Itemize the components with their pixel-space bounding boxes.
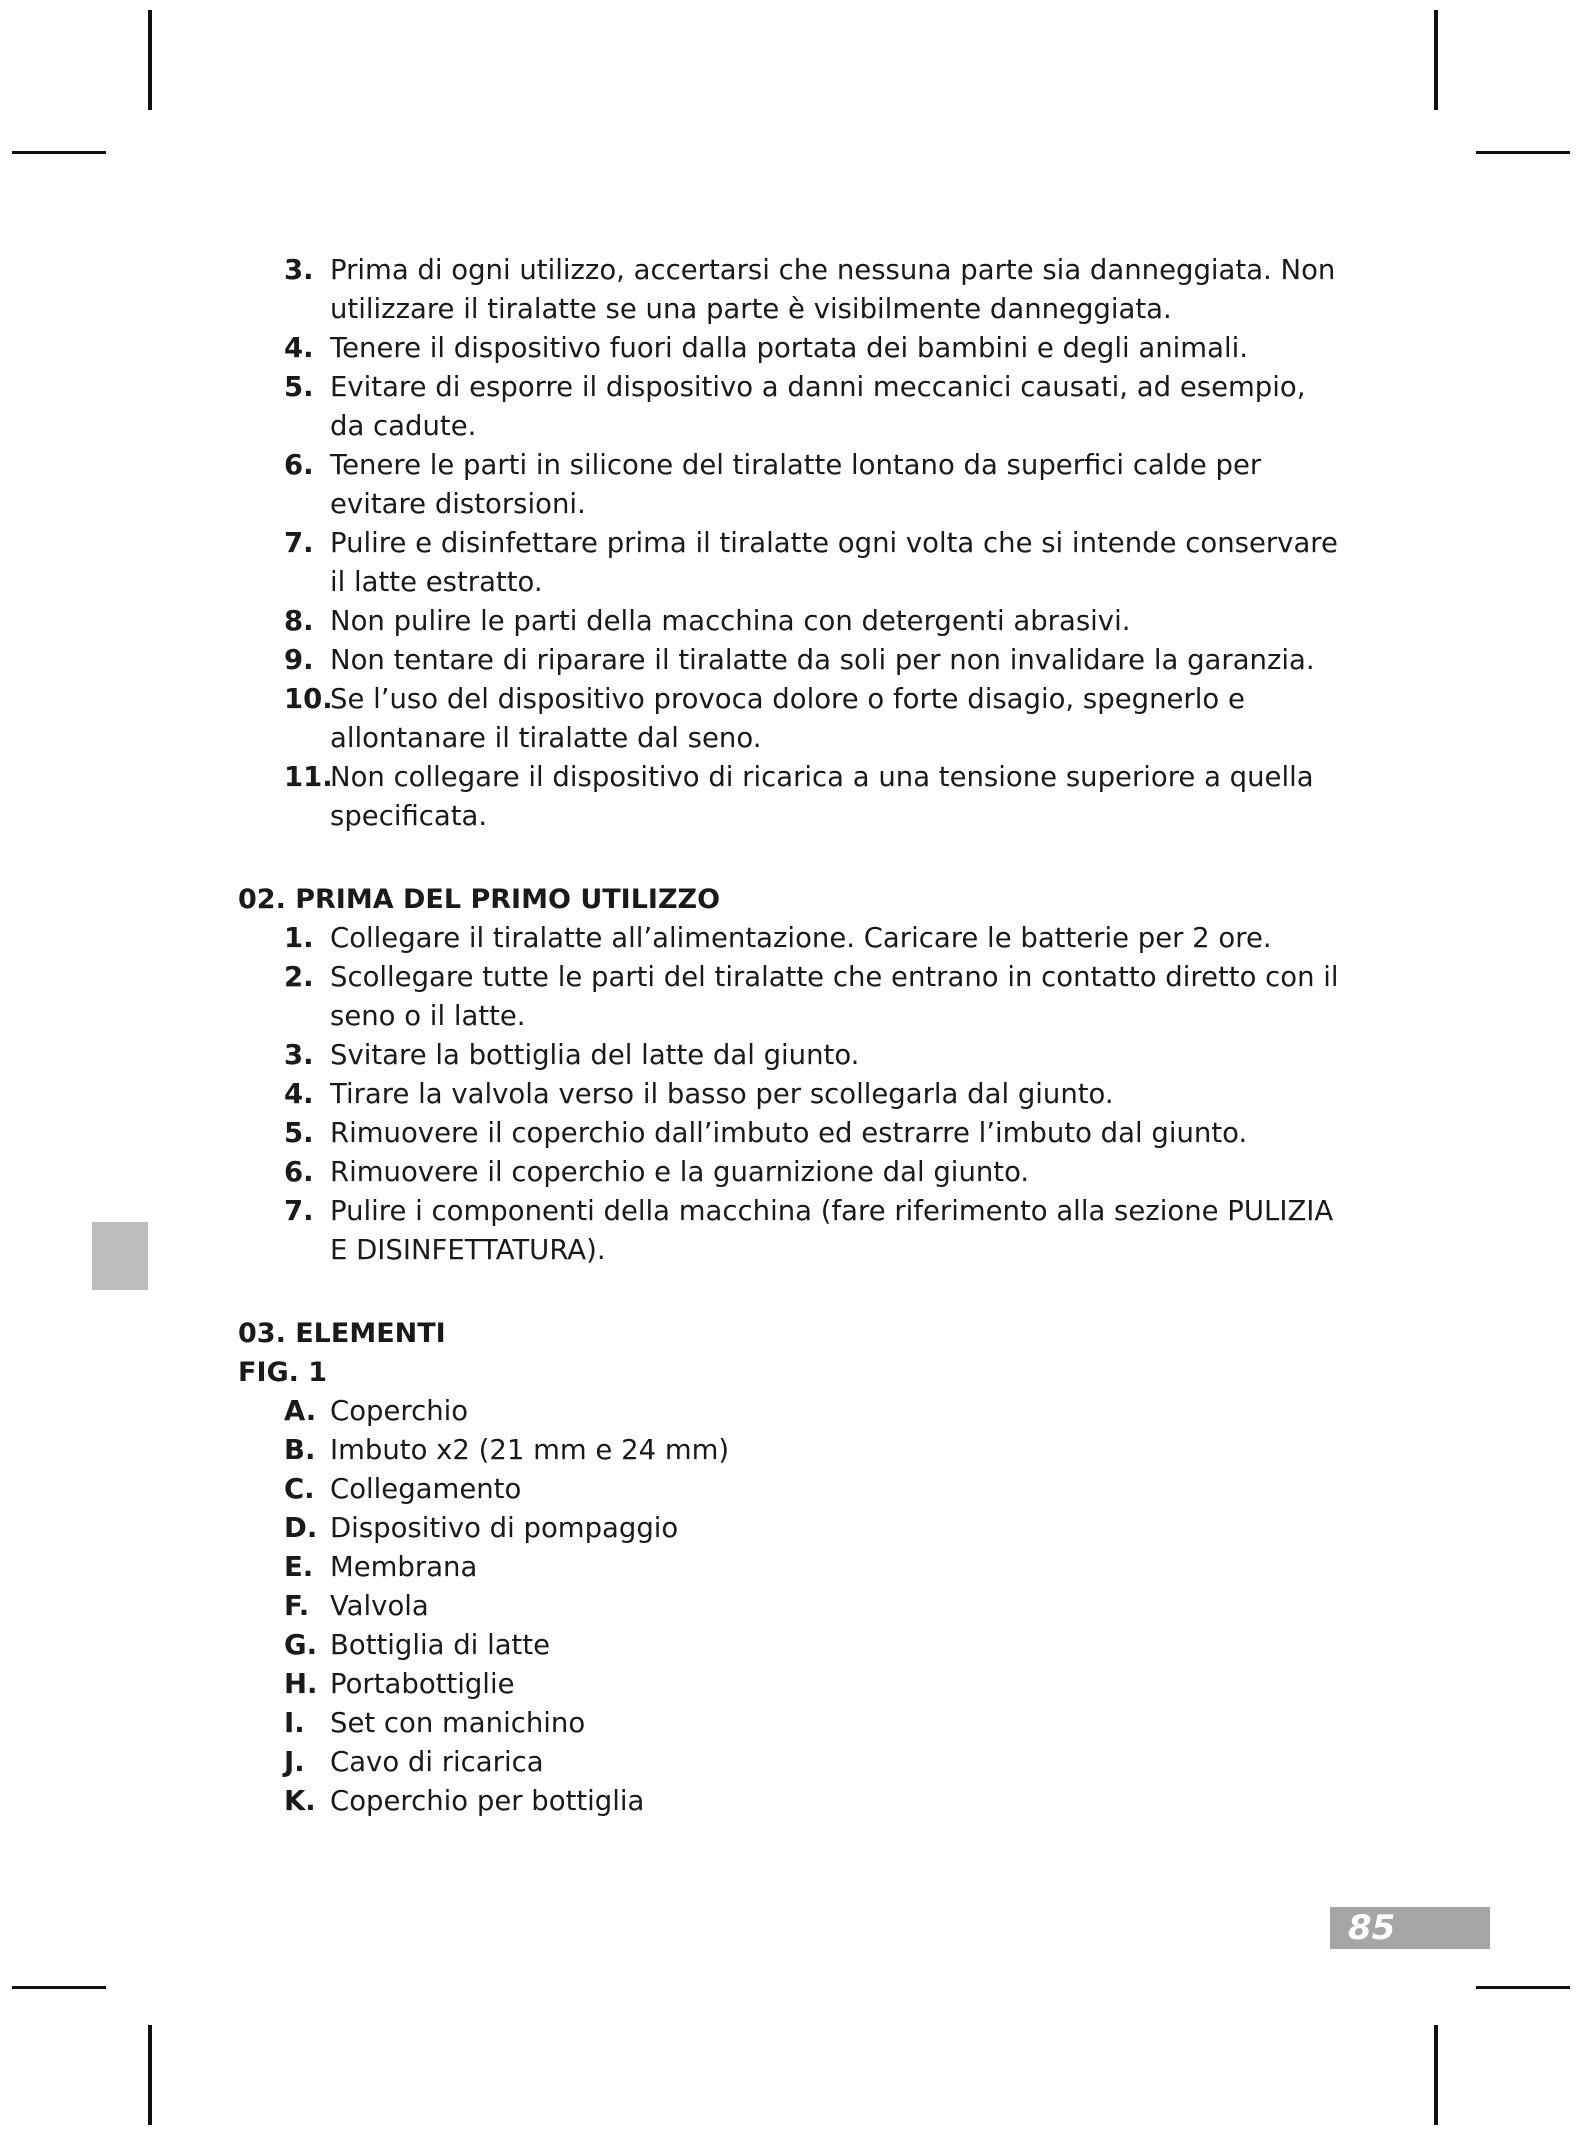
item-text: Tenere le parti in silicone del tiralatte lontano da superfici calde per evitare distorsioni. [330, 449, 1262, 520]
section-heading: 02. PRIMA DEL PRIMO UTILIZZO [238, 884, 721, 915]
list-item [238, 524, 1348, 602]
item-text: Prima di ogni utilizzo, accertarsi che nessuna parte sia danneggiata. Non utilizzare il tiralatte se una parte è visibilmente danneggiata. [330, 254, 1336, 325]
item-number: 4. [284, 1078, 314, 1110]
crop-mark-bottom-right-horizontal [1476, 1986, 1570, 1989]
item-number: 9. [284, 644, 314, 676]
item-text: Dispositivo di pompaggio [330, 1512, 679, 1544]
list-item [238, 329, 1348, 368]
item-letter: J. [284, 1746, 305, 1778]
list-item [238, 1192, 1348, 1270]
item-number: 3. [284, 254, 314, 286]
item-text: Non collegare il dispositivo di ricarica a una tensione superiore a quella specificata. [330, 761, 1314, 832]
item-letter: F. [284, 1590, 310, 1622]
item-number: 7. [284, 1195, 314, 1227]
item-letter: B. [284, 1434, 316, 1466]
list-item [238, 1626, 1348, 1665]
list-item [238, 1665, 1348, 1704]
item-letter: A. [284, 1395, 317, 1427]
item-letter: K. [284, 1785, 316, 1817]
item-number: 6. [284, 449, 314, 481]
list-item [238, 1704, 1348, 1743]
item-text: Bottiglia di latte [330, 1629, 551, 1661]
item-number: 7. [284, 527, 314, 559]
crop-mark-top-right-horizontal [1476, 151, 1570, 154]
item-text: Rimuovere il coperchio e la guarnizione dal giunto. [330, 1156, 1030, 1188]
list-item [238, 758, 1348, 836]
item-text: Membrana [330, 1551, 478, 1583]
item-number: 5. [284, 371, 314, 403]
item-number: 4. [284, 332, 314, 364]
item-number: 8. [284, 605, 314, 637]
list-item [238, 641, 1348, 680]
item-text: Rimuovere il coperchio dall’imbuto ed estrarre l’imbuto dal giunto. [330, 1117, 1248, 1149]
item-text: Cavo di ricarica [330, 1746, 544, 1778]
section-heading: 03. ELEMENTI [238, 1318, 446, 1349]
item-text: Non tentare di riparare il tiralatte da soli per non invalidare la garanzia. [330, 644, 1315, 676]
item-text: Coperchio per bottiglia [330, 1785, 645, 1817]
item-number: 6. [284, 1156, 314, 1188]
list-item [238, 958, 1348, 1036]
item-number: 11. [284, 761, 333, 793]
item-text: Svitare la bottiglia del latte dal giunto. [330, 1039, 860, 1071]
crop-mark-top-left-horizontal [12, 151, 106, 154]
list-item [238, 368, 1348, 446]
item-letter: C. [284, 1473, 315, 1505]
crop-mark-top-right-vertical [1434, 10, 1438, 110]
section-before-first-use [238, 880, 1348, 1270]
list-item [238, 1470, 1348, 1509]
item-text: Non pulire le parti della macchina con detergenti abrasivi. [330, 605, 1131, 637]
list-item [238, 1743, 1348, 1782]
item-text: Portabottiglie [330, 1668, 515, 1700]
list-item [238, 1075, 1348, 1114]
list-item [238, 1392, 1348, 1431]
item-letter: G. [284, 1629, 318, 1661]
item-letter: D. [284, 1512, 318, 1544]
parts-list [238, 1392, 1348, 1821]
crop-mark-bottom-left-horizontal [12, 1986, 106, 1989]
list-item [238, 1782, 1348, 1821]
section-tab-marker [92, 1222, 148, 1290]
steps-list [238, 919, 1348, 1270]
list-item [238, 680, 1348, 758]
list-item [238, 251, 1348, 329]
item-number: 1. [284, 922, 314, 954]
item-text: Tirare la valvola verso il basso per scollegarla dal giunto. [330, 1078, 1114, 1110]
list-item [238, 1036, 1348, 1075]
section-elements [238, 1314, 1348, 1821]
list-item [238, 1153, 1348, 1192]
list-item [238, 1431, 1348, 1470]
crop-mark-bottom-right-vertical [1434, 2025, 1438, 2125]
item-text: Valvola [330, 1590, 429, 1622]
item-text: Scollegare tutte le parti del tiralatte che entrano in contatto diretto con il seno o il latte. [330, 961, 1339, 1032]
item-text: Set con manichino [330, 1707, 586, 1739]
item-letter: E. [284, 1551, 314, 1583]
crop-mark-bottom-left-vertical [148, 2025, 152, 2125]
item-letter: H. [284, 1668, 318, 1700]
item-number: 10. [284, 683, 333, 715]
list-item [238, 446, 1348, 524]
item-text: Collegare il tiralatte all’alimentazione. Caricare le batterie per 2 ore. [330, 922, 1272, 954]
safety-list [238, 251, 1348, 836]
figure-label: FIG. 1 [238, 1357, 328, 1388]
item-text: Pulire i componenti della macchina (fare riferimento alla sezione PULIZIA E DISINFETTATURA). [330, 1195, 1334, 1266]
item-number: 5. [284, 1117, 314, 1149]
item-text: Collegamento [330, 1473, 522, 1505]
list-item [238, 919, 1348, 958]
list-item [238, 1548, 1348, 1587]
list-item [238, 1114, 1348, 1153]
page-number: 85 [1330, 1907, 1490, 1949]
item-number: 2. [284, 961, 314, 993]
list-item [238, 1509, 1348, 1548]
item-text: Se l’uso del dispositivo provoca dolore o forte disagio, spegnerlo e allontanare il tiralatte dal seno. [330, 683, 1245, 754]
item-text: Pulire e disinfettare prima il tiralatte ogni volta che si intende conservare il latte estratto. [330, 527, 1338, 598]
list-item [238, 1587, 1348, 1626]
page-content [238, 251, 1348, 1821]
item-text: Tenere il dispositivo fuori dalla portata dei bambini e degli animali. [330, 332, 1248, 364]
item-text: Imbuto x2 (21 mm e 24 mm) [330, 1434, 730, 1466]
crop-mark-top-left-vertical [148, 10, 152, 110]
item-number: 3. [284, 1039, 314, 1071]
item-letter: I. [284, 1707, 305, 1739]
item-text: Evitare di esporre il dispositivo a danni meccanici causati, ad esempio, da cadute. [330, 371, 1306, 442]
item-text: Coperchio [330, 1395, 469, 1427]
list-item [238, 602, 1348, 641]
